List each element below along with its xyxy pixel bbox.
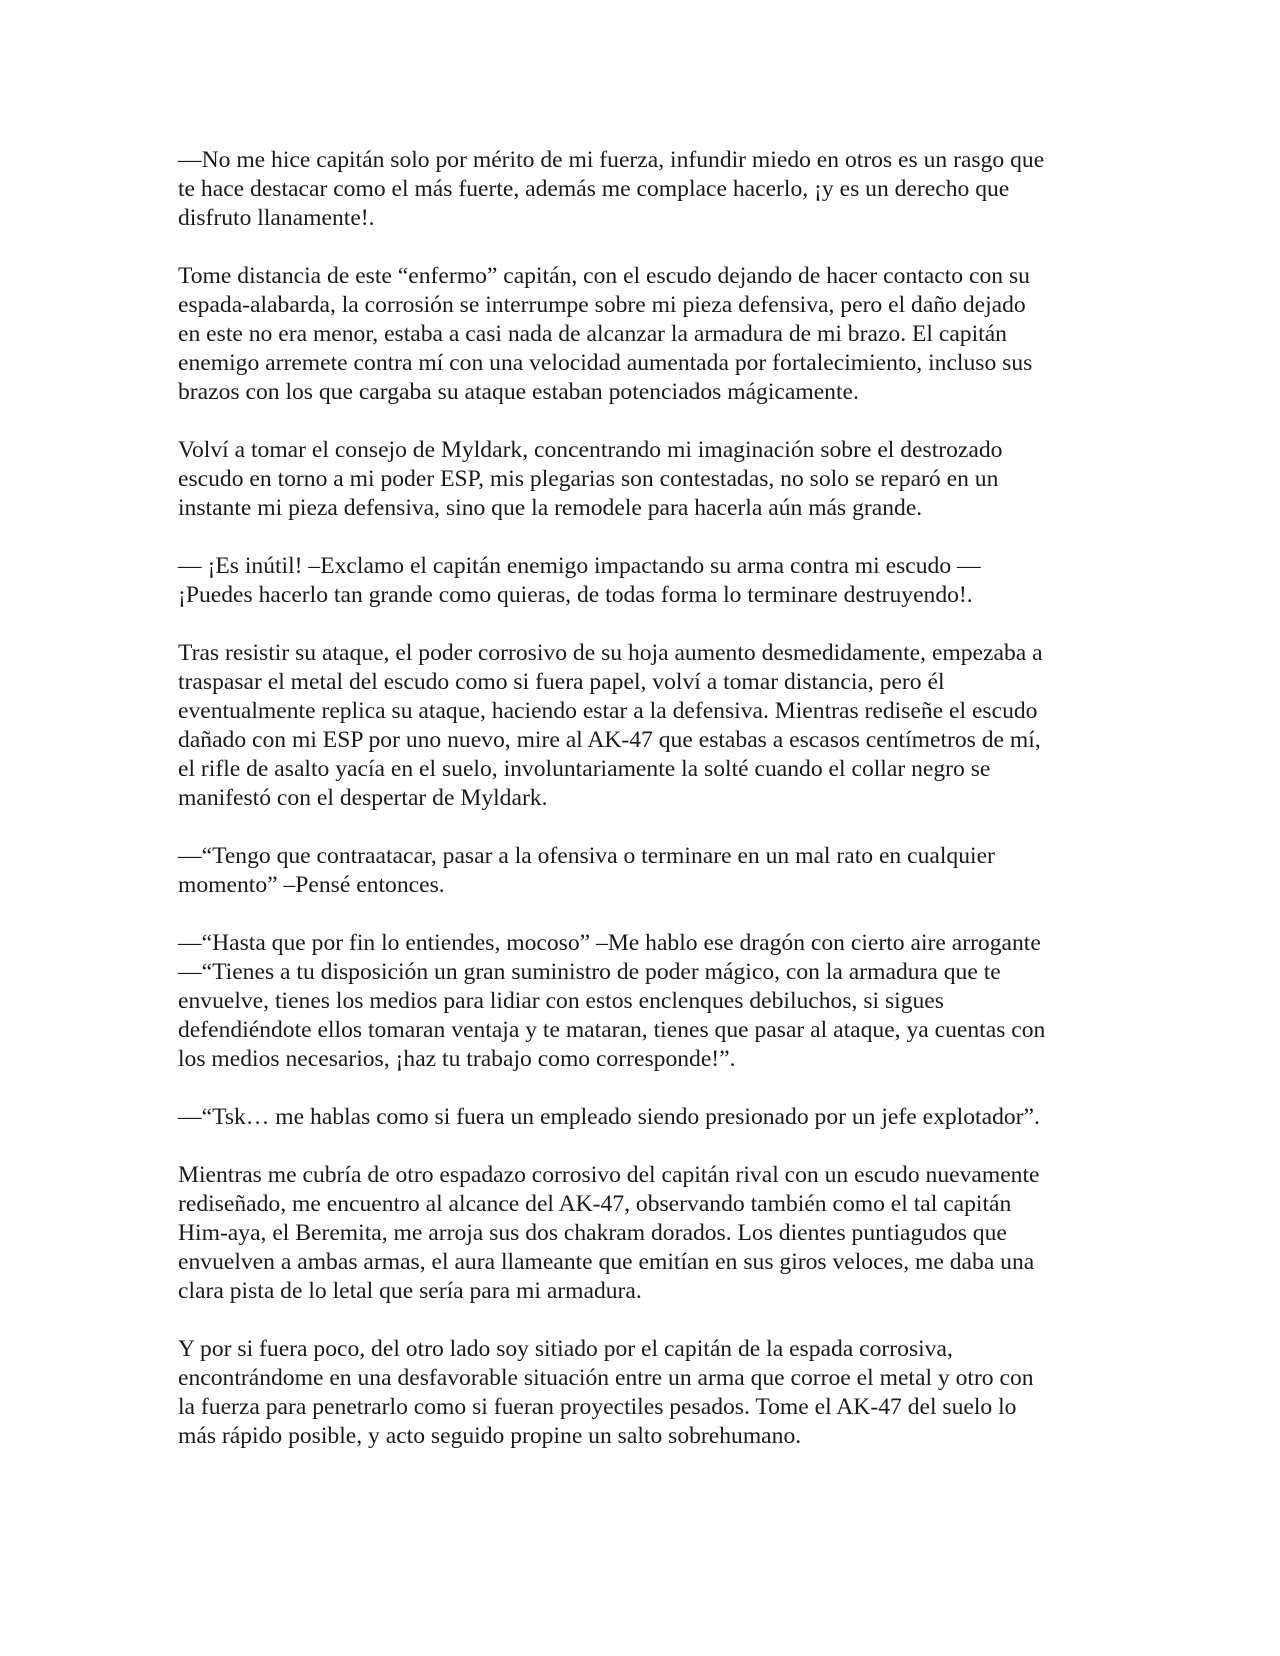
paragraph-8: —“Tsk… me hablas como si fuera un empleado siendo presionado por un jefe explotador”. — [178, 1104, 1040, 1130]
paragraph-5: Tras resistir su ataque, el poder corrosivo de su hoja aumento desmedidamente, empezaba a traspasar el metal del escudo como si fuera papel, volví a tomar distancia, pero él eventualmente replica su ataque, haciendo estar a la defensiva. Mientras rediseñe el escudo dañado con mi ESP por uno nuevo, mire al AK-47 que estabas a escasos centímetros de mí, el rifle de asalto yacía en el suelo, involuntariamente la solté cuando el collar negro se manifestó con el despertar de Myldark. — [178, 640, 1043, 811]
paragraph-3: Volví a tomar el consejo de Myldark, concentrando mi imaginación sobre el destrozado escudo en torno a mi poder ESP, mis plegarias son contestadas, no solo se reparó en un instante mi pieza defensiva, sino que la remodele para hacerla aún más grande. — [178, 437, 1003, 521]
paragraph-7: —“Hasta que por fin lo entiendes, mocoso” –Me hablo ese dragón con cierto aire arrogante —“Tienes a tu disposición un gran suministro de poder mágico, con la armadura que te envuelve, tienes los medios para lidiar con estos enclenques debiluchos, si sigues defendiéndote ellos tomaran ventaja y te mataran, tienes que pasar al ataque, ya cuentas con los medios necesarios, ¡haz tu trabajo como corresponde!”. — [178, 930, 1046, 1072]
paragraph-9: Mientras me cubría de otro espadazo corrosivo del capitán rival con un escudo nuevamente rediseñado, me encuentro al alcance del AK-47, observando también como el tal capitán Him-aya, el Beremita, me arroja sus dos chakram dorados. Los dientes puntiagudos que envuelven a ambas armas, el aura llameante que emitían en sus giros veloces, me daba una clara pista de lo letal que sería para mi armadura. — [178, 1162, 1040, 1304]
paragraph-10: Y por si fuera poco, del otro lado soy sitiado por el capitán de la espada corrosiva, encontrándome en una desfavorable situación entre un arma que corroe el metal y otro con la fuerza para penetrarlo como si fueran proyectiles pesados. Tome el AK-47 del suelo lo más rápido posible, y acto seguido propine un salto sobrehumano. — [178, 1336, 1034, 1449]
paragraph-4: — ¡Es inútil! –Exclamo el capitán enemigo impactando su arma contra mi escudo — ¡Puedes hacerlo tan grande como quieras, de todas forma lo terminare destruyendo!. — [178, 553, 981, 608]
paragraph-1: —No me hice capitán solo por mérito de mi fuerza, infundir miedo en otros es un rasgo que te hace destacar como el más fuerte, además me complace hacerlo, ¡y es un derecho que disfruto llanamente!. — [178, 147, 1045, 231]
paragraph-2: Tome distancia de este “enfermo” capitán, con el escudo dejando de hacer contacto con su espada-alabarda, la corrosión se interrumpe sobre mi pieza defensiva, pero el daño dejado en este no era menor, estaba a casi nada de alcanzar la armadura de mi brazo. El capitán enemigo arremete contra mí con una velocidad aumentada por fortalecimiento, incluso sus brazos con los que cargaba su ataque estaban potenciados mágicamente. — [178, 263, 1033, 405]
document-body — [178, 146, 1118, 1451]
paragraph-6: —“Tengo que contraatacar, pasar a la ofensiva o terminare en un mal rato en cualquier momento” –Pensé entonces. — [178, 843, 995, 898]
